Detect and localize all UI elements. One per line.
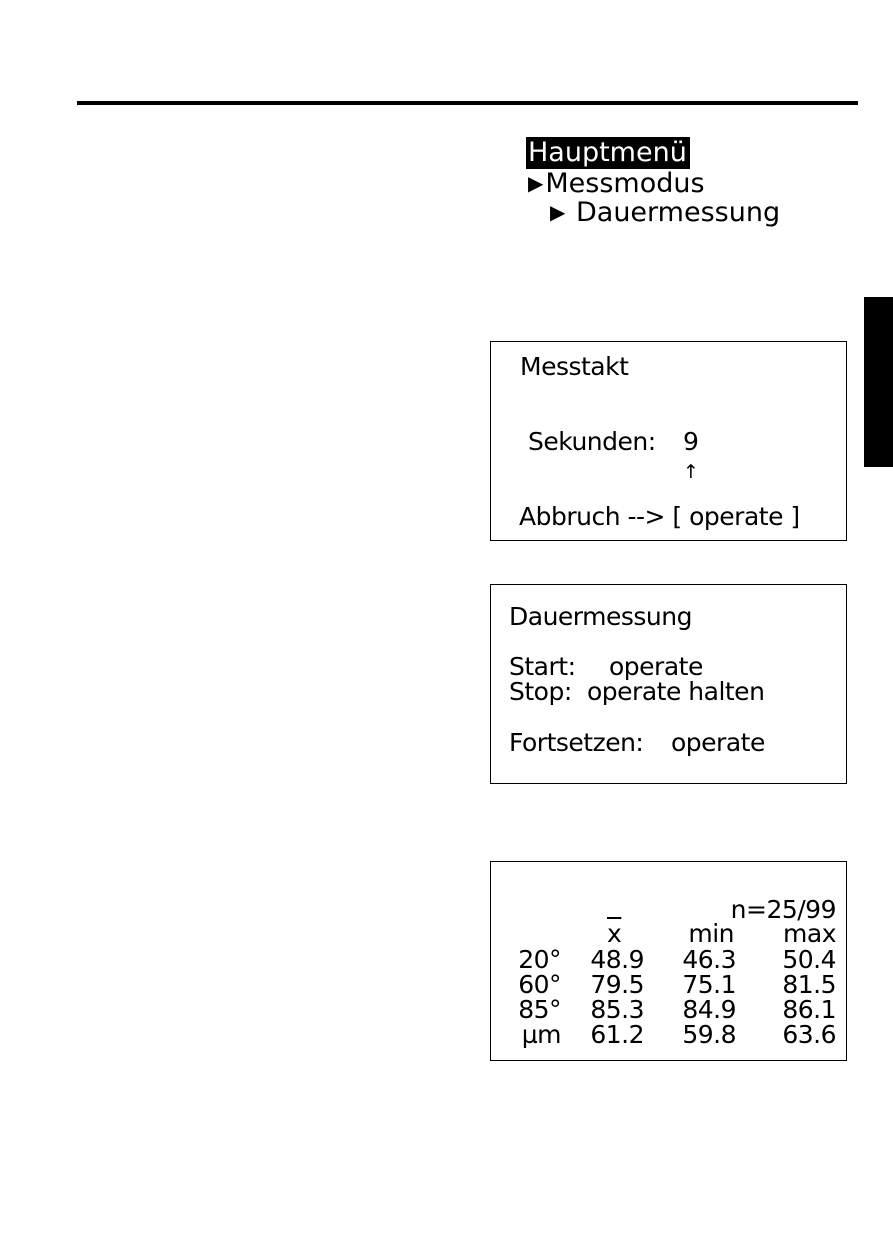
row-max: 81.5	[782, 970, 836, 999]
screen-title: Dauermessung	[509, 602, 692, 631]
start-label: Start:	[509, 652, 576, 681]
row-mean: 85.3	[590, 995, 644, 1024]
lcd-screen-dauermessung	[490, 584, 847, 784]
stop-value: operate halten	[587, 677, 765, 706]
row-min: 46.3	[682, 945, 736, 974]
header-mean: $\overline{x}$	[607, 919, 622, 948]
row-label: 85°	[518, 995, 561, 1024]
menu-level-2: Dauermessung	[575, 197, 781, 228]
lcd-screen-messtakt	[490, 341, 847, 541]
triangle-right-icon: ▶	[550, 200, 566, 224]
header-min: min	[688, 919, 734, 948]
triangle-right-icon: ▶	[528, 171, 544, 195]
seconds-label: Sekunden:	[528, 427, 656, 456]
cursor-arrow-icon: ↑	[683, 461, 699, 483]
row-min: 75.1	[682, 970, 736, 999]
row-mean: 61.2	[590, 1020, 644, 1049]
resume-value: operate	[671, 728, 765, 757]
lcd-screen-statistics	[490, 861, 847, 1061]
row-label: µm	[521, 1020, 561, 1049]
start-value: operate	[609, 652, 703, 681]
row-max: 63.6	[782, 1020, 836, 1049]
row-label: 60°	[518, 970, 561, 999]
section-tab	[864, 297, 893, 467]
menu-title: Hauptmenü	[526, 137, 690, 169]
row-max: 86.1	[782, 995, 836, 1024]
row-max: 50.4	[782, 945, 836, 974]
row-min: 84.9	[682, 995, 736, 1024]
sample-count: n=25/99	[730, 895, 836, 924]
resume-label: Fortsetzen:	[509, 728, 644, 757]
stop-label: Stop:	[509, 677, 572, 706]
row-mean: 48.9	[590, 945, 644, 974]
screen-title: Messtakt	[520, 352, 629, 381]
row-min: 59.8	[682, 1020, 736, 1049]
cancel-hint: Abbruch --> [ operate ]	[519, 502, 800, 531]
header-max: max	[783, 919, 836, 948]
menu-level-1: Messmodus	[545, 168, 705, 199]
seconds-value: 9	[683, 427, 699, 456]
row-label: 20°	[518, 945, 561, 974]
row-mean: 79.5	[590, 970, 644, 999]
top-rule	[77, 101, 858, 105]
